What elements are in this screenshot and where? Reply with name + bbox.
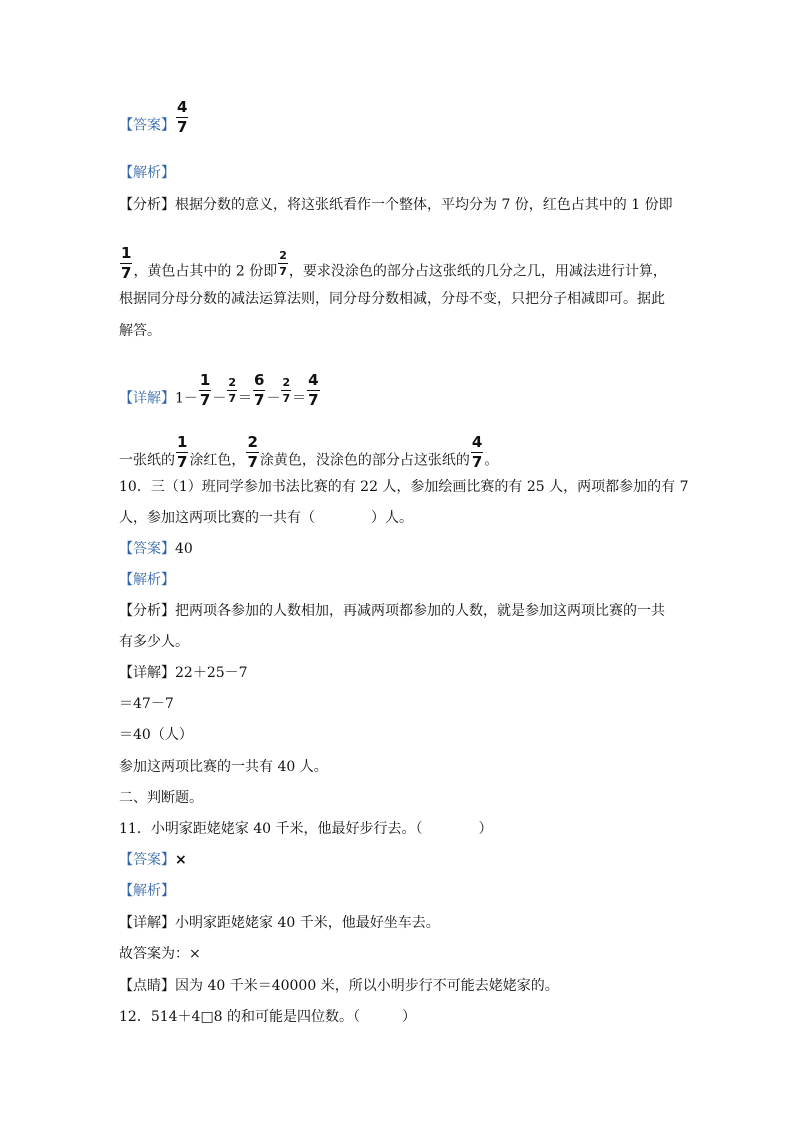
eq-minus: － (266, 390, 281, 407)
q11-dianjing-line (119, 976, 559, 996)
q11-analysis-tag: 【解析】 (119, 883, 175, 899)
q9-fenxi-line4: 解答。 (119, 323, 161, 339)
fenxi-tag: 【分析】 (119, 603, 175, 619)
fenxi-text: ，黄色占其中的 2 份即 (133, 263, 278, 280)
answer-value: 40 (175, 541, 193, 557)
detail-tag: 【详解】 (119, 665, 175, 681)
eq-fraction: $\frac{1}{7}$ (199, 371, 211, 409)
q10-answer-line (119, 539, 193, 559)
answer-tag: 【答案】 (119, 541, 175, 557)
eq-equals: ＝ (238, 390, 253, 407)
q11-question: 11．小明家距姥姥家 40 千米，他最好步行去。（ ） (119, 821, 493, 837)
eq-fraction: $\frac{2}{7}$ (282, 376, 291, 405)
eq-one: 1 (175, 390, 184, 407)
detail-text: 22＋25－7 (175, 665, 248, 681)
q9-fenxi-line3: 根据同分母分数的减法运算法则，同分母分数相减，分母不变，只把分子相减即可。据此 (119, 291, 665, 307)
section-title: 二、判断题。 (119, 790, 203, 806)
q9-detail-equation (119, 371, 321, 416)
q10-fenxi-line1 (119, 601, 665, 621)
q11-answer-line (119, 850, 187, 870)
fenxi-text: 把两项各参加的人数相加，再减两项都参加的人数，就是参加这两项比赛的一共 (175, 603, 665, 619)
q10-detail-line4: 参加这两项比赛的一共有 40 人。 (119, 759, 328, 775)
q9-fenxi-line1 (119, 195, 673, 215)
fenxi-text: 根据分数的意义，将这张纸看作一个整体，平均分为 7 份，红色占其中的 1 份即 (175, 197, 673, 213)
dianjing-text: 因为 40 千米＝40000 米，所以小明步行不可能去姥姥家的。 (175, 978, 559, 994)
q10-fenxi-line2: 有多少人。 (119, 634, 189, 650)
q10-question-line2: 人，参加这两项比赛的一共有（ ）人。 (119, 510, 413, 526)
eq-fraction: $\frac{2}{7}$ (228, 376, 237, 405)
eq-fraction: $\frac{6}{7}$ (254, 371, 265, 409)
q11-final: 故答案为：× (119, 946, 201, 962)
dianjing-tag: 【点睛】 (119, 978, 175, 994)
cross-mark: × (175, 852, 187, 868)
q9-fenxi-line2 (119, 244, 667, 289)
fraction: $\frac{2}{7}$ (279, 249, 287, 278)
q9-analysis-tag: 【解析】 (119, 165, 175, 181)
detail-tag: 【详解】 (119, 390, 175, 407)
q10-detail-line1 (119, 663, 248, 683)
fenxi-text: ，要求没涂色的部分占这张纸的几分之几，用减法进行计算， (288, 263, 667, 280)
answer-tag: 【答案】 (119, 117, 175, 134)
eq-fraction: $\frac{4}{7}$ (308, 371, 319, 409)
q9-conclusion: 一张纸的 $\frac{1}{7}$ 涂红色， $\frac{2}{7}$ 涂黄色，没涂色的部分占这张纸的 $\frac{4}{7}$ 。 (119, 433, 499, 471)
eq-equals: ＝ (292, 390, 307, 407)
answer-tag: 【答案】 (119, 852, 175, 868)
fraction: $\frac{1}{7}$ (121, 244, 132, 282)
q10-analysis-tag: 【解析】 (119, 572, 175, 588)
q10-detail-line2: ＝47－7 (119, 696, 174, 712)
q11-detail-line (119, 913, 440, 933)
answer-fraction: $\frac{4}{7}$ (177, 98, 188, 136)
fraction: $\frac{2}{7}$ (247, 433, 258, 471)
eq-minus: － (183, 390, 198, 407)
fraction: $\frac{1}{7}$ (177, 433, 188, 471)
q10-question-line1: 10．三（1）班同学参加书法比赛的有 22 人，参加绘画比赛的有 25 人，两项都参加的有 7 (119, 479, 689, 495)
eq-minus: － (212, 390, 227, 407)
q9-answer-line (119, 98, 189, 143)
q10-detail-line3: ＝40（人） (119, 727, 193, 743)
fraction: $\frac{4}{7}$ (471, 433, 483, 471)
detail-tag: 【详解】 (119, 915, 175, 931)
q12-question: 12．514＋4□8 的和可能是四位数。（ ） (119, 1009, 417, 1025)
detail-text: 小明家距姥姥家 40 千米，他最好坐车去。 (175, 915, 440, 931)
fenxi-tag: 【分析】 (119, 197, 175, 213)
